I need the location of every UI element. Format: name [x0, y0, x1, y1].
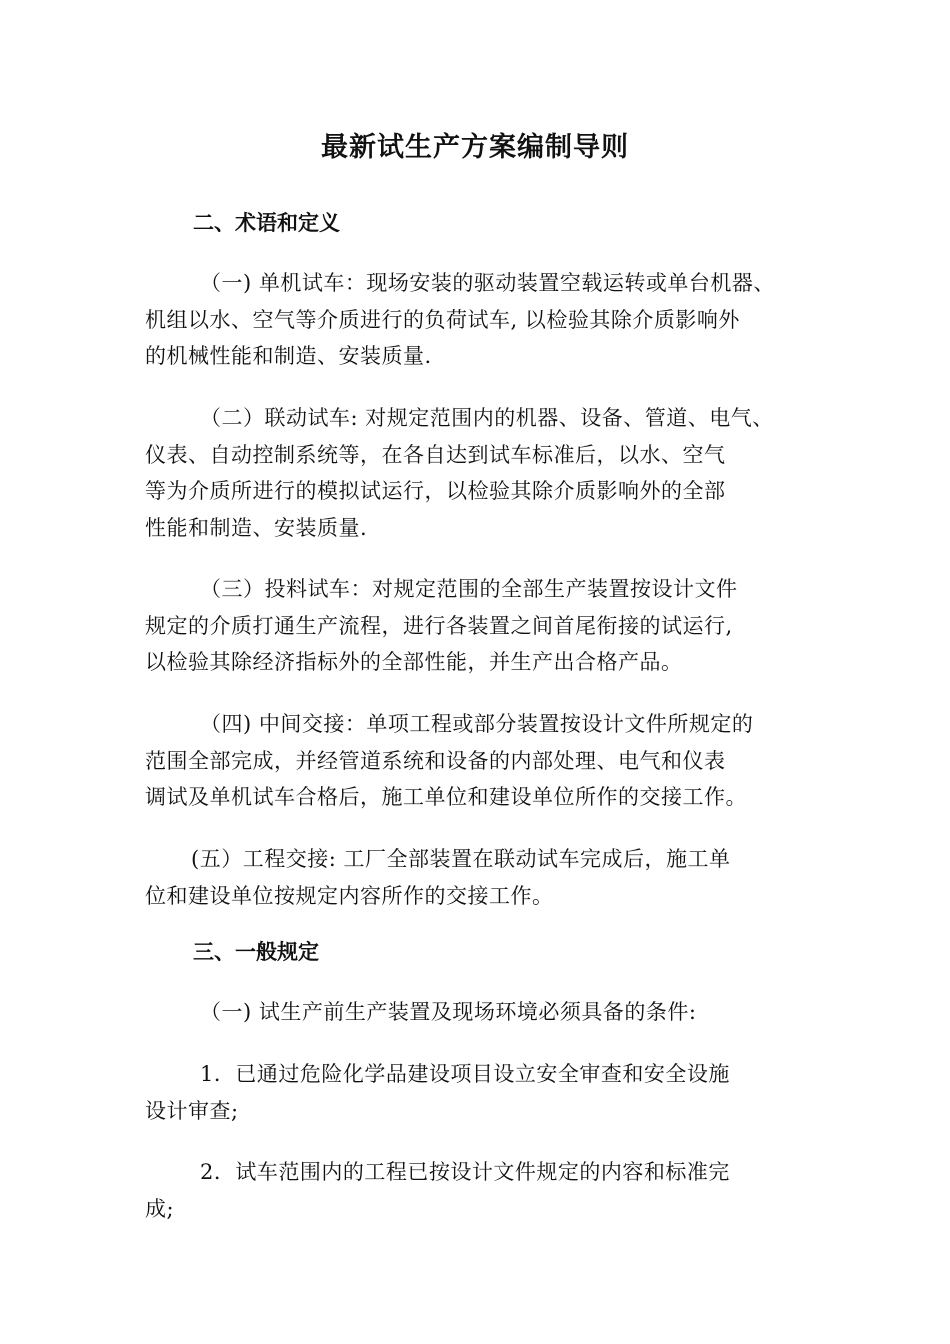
- paragraph-line: 位和建设单位按规定内容所作的交接工作。: [145, 883, 554, 908]
- paragraph-linked-test: [145, 400, 825, 546]
- paragraph-line: 性能和制造、安装质量.: [145, 515, 368, 540]
- paragraph-line: （一) 试生产前生产装置及现场环境必须具备的条件:: [200, 1000, 697, 1024]
- document-title: 最新试生产方案编制导则: [321, 132, 629, 163]
- paragraph-intermediate-handover: [145, 706, 825, 816]
- list-item-2: [145, 1154, 825, 1227]
- paragraph-preconditions: [145, 994, 825, 1031]
- paragraph-line: 调试及单机试车合格后，施工单位和建设单位所作的交接工作。: [145, 785, 747, 809]
- paragraph-line: 1．已通过危险化学品建设项目设立安全审查和安全设施: [200, 1062, 730, 1086]
- list-item-1: [145, 1056, 825, 1129]
- paragraph-line: 成;: [145, 1196, 175, 1221]
- paragraph-line: （三）投料试车：对规定范围的全部生产装置按设计文件: [200, 577, 738, 601]
- paragraph-line: 设计审查;: [145, 1098, 239, 1123]
- paragraph-feed-test: [145, 571, 825, 681]
- section-heading-terms: 二、术语和定义: [193, 211, 340, 235]
- paragraph-project-handover: [145, 841, 825, 914]
- paragraph-line: 规定的介质打通生产流程，进行各装置之间首尾衔接的试运行,: [145, 613, 733, 638]
- paragraph-line: 2．试车范围内的工程已按设计文件规定的内容和标准完: [200, 1160, 730, 1184]
- section-heading-general: 三、一般规定: [193, 940, 319, 964]
- paragraph-single-machine-test: [145, 265, 825, 375]
- paragraph-line: 机组以水、空气等介质进行的负荷试车, 以检验其除介质影响外: [145, 307, 740, 332]
- paragraph-line: 范围全部完成，并经管道系统和设备的内部处理、电气和仪表: [145, 748, 726, 773]
- paragraph-line: 的机械性能和制造、安装质量.: [145, 344, 432, 368]
- paragraph-line: （二）联动试车: 对规定范围内的机器、设备、管道、电气、: [200, 406, 774, 430]
- paragraph-line: 以检验其除经济指标外的全部性能，并生产出合格产品。: [145, 650, 683, 674]
- paragraph-line: 仪表、自动控制系统等，在各自达到试车标准后，以水、空气: [145, 442, 726, 467]
- paragraph-line: （四) 中间交接：单项工程或部分装置按设计文件所规定的: [200, 712, 754, 736]
- paragraph-line: (五）工程交接: 工厂全部装置在联动试车完成后，施工单: [191, 847, 731, 871]
- paragraph-line: 等为介质所进行的模拟试运行，以检验其除介质影响外的全部: [145, 479, 726, 503]
- paragraph-line: （一) 单机试车：现场安装的驱动装置空载运转或单台机器、: [200, 271, 775, 295]
